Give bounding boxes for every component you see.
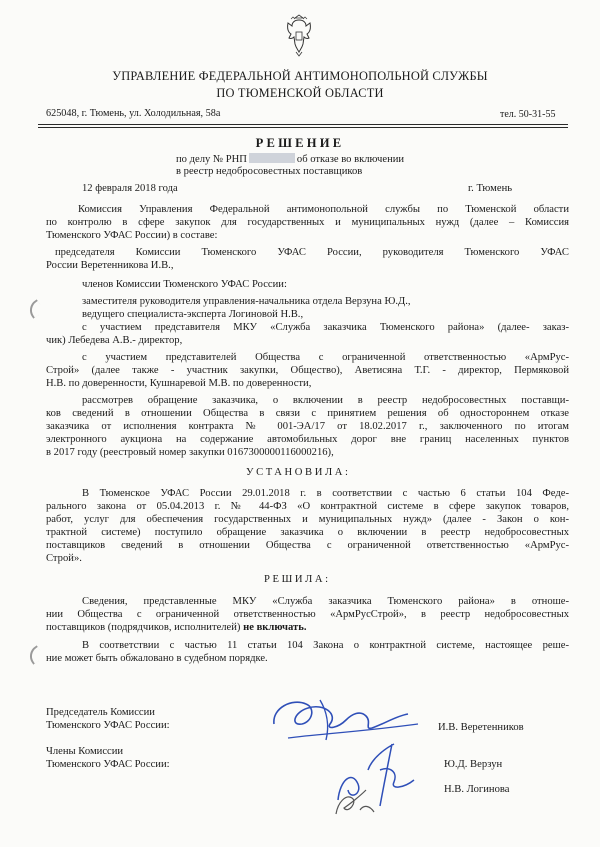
chair-label-line2: Тюменского УФАС России: bbox=[46, 720, 170, 731]
body-p1-line1: Комиссия Управления Федеральной антимонопольной службы по Тюменской области bbox=[78, 204, 569, 215]
header-rule-bottom bbox=[38, 127, 568, 128]
chair-name: И.В. Веретенников bbox=[438, 722, 524, 733]
body-p6-line2: чик) Лебедева А.В.- директор, bbox=[46, 335, 183, 346]
org-name-line2: ПО ТЮМЕНСКОЙ ОБЛАСТИ bbox=[216, 86, 384, 100]
body-p8-line4: электронного аукциона на содержание автомобильных дорог вне границ населенных пунктов bbox=[46, 434, 569, 445]
reshila-line1: Сведения, представленные МКУ «Служба заказчика Тюменского района» в отноше- bbox=[82, 596, 569, 607]
body-p8-line5: в 2017 году (реестровый номер закупки 0167300000116000216), bbox=[46, 447, 334, 458]
ustanovila-line2: рального закона от 05.04.2013 г. № 44-ФЗ «О контрактной системе в сфере закупок товаров, bbox=[46, 501, 569, 512]
body-p2-line1: председателя Комиссии Тюменского УФАС России, руководителя Тюменского УФАС bbox=[55, 247, 569, 258]
reshila-line2: нии Общества с ограниченной ответственностью «АрмРусСтрой», в реестр недобросовестных bbox=[46, 609, 569, 620]
reshila-line3-text: поставщиков (подрядчиков, исполнителей) bbox=[46, 622, 241, 633]
org-name-line1: УПРАВЛЕНИЕ ФЕДЕРАЛЬНОЙ АНТИМОНОПОЛЬНОЙ СЛУЖБЫ bbox=[112, 69, 488, 83]
org-phone: тел. 50-31-55 bbox=[500, 109, 556, 120]
redacted-case-number bbox=[249, 153, 295, 163]
ustanovila-line3: работ, услуг для обеспечения государственных и муниципальных нужд» (далее - Закон о кон- bbox=[46, 514, 569, 525]
appeal-line2: ние может быть обжаловано в судебном порядке. bbox=[46, 653, 268, 664]
case-number-line bbox=[176, 153, 404, 167]
ustanovila-line1: В Тюменское УФАС России 29.01.2018 г. в соответствии с частью 6 статьи 104 Феде- bbox=[82, 488, 569, 499]
body-p4: заместителя руководителя управления-начальника отдела Верзуна Ю.Д., bbox=[82, 296, 411, 307]
case-prefix: по делу № РНП bbox=[176, 154, 247, 165]
body-p3: членов Комиссии Тюменского УФАС России: bbox=[82, 279, 287, 290]
section-heading-reshila: РЕШИЛА: bbox=[264, 574, 331, 585]
binder-hole-mark-bottom bbox=[25, 645, 44, 664]
body-p7-line3: Н.В. по доверенности, Кушнаревой М.В. по доверенности, bbox=[46, 378, 312, 389]
ustanovila-line5: поставщиков сведений в отношении Общества с ограниченной ответственностью «АрмРус- bbox=[46, 540, 569, 551]
body-p8-line1: рассмотрев обращение заказчика, о включении в реестр недобросовестных поставщи- bbox=[82, 395, 569, 406]
chair-label-line1: Председатель Комиссии bbox=[46, 707, 155, 718]
decision-city: г. Тюмень bbox=[468, 183, 513, 194]
body-p1-line3: Тюменского УФАС России) в составе: bbox=[46, 230, 218, 241]
body-p8-line2: ков сведений в отношении Общества в связи с принятием решения об одностороннем отказе bbox=[46, 408, 569, 419]
binder-hole-mark-top bbox=[25, 299, 44, 318]
members-label-line1: Члены Комиссии bbox=[46, 746, 124, 757]
header-rule-top bbox=[38, 124, 568, 125]
body-p1-line2: по контролю в сфере закупок для государственных и муниципальных нужд (далее – Комиссия bbox=[46, 217, 569, 228]
appeal-line1: В соответствии с частью 11 статьи 104 Закона о контрактной системе, настоящее реше- bbox=[82, 640, 569, 651]
body-p5: ведущего специалиста-эксперта Логиновой Н.В., bbox=[82, 309, 304, 320]
ustanovila-line6: Строй». bbox=[46, 553, 82, 564]
document-title: РЕШЕНИЕ bbox=[255, 136, 345, 150]
member1-name: Ю.Д. Верзун bbox=[444, 759, 503, 770]
body-p7-line1: с участием представителей Общества с ограниченной ответственностью «АрмРус- bbox=[82, 352, 569, 363]
body-p7-line2: Строй» (далее также - участник закупки, Общество), Аветисяна Т.Г. - директор, Пермяковой bbox=[46, 365, 569, 376]
reshila-decision-bold: не включать. bbox=[243, 622, 307, 633]
reshila-line3 bbox=[46, 622, 307, 635]
body-p6-line1: с участием представителя МКУ «Служба заказчика Тюменского района» (далее- заказ- bbox=[82, 322, 569, 333]
case-suffix: об отказе во включении bbox=[296, 154, 405, 165]
org-address: 625048, г. Тюмень, ул. Холодильная, 58а bbox=[46, 108, 221, 119]
body-p8-line3: заказчика от исполнения контракта № 001-ЭА/17 от 18.02.2017 г., заключенного по итогам bbox=[46, 421, 569, 432]
member2-name: Н.В. Логинова bbox=[444, 784, 510, 795]
body-p2-line2: России Веретенникова И.В., bbox=[46, 260, 174, 271]
member2-signature bbox=[330, 784, 380, 822]
members-label-line2: Тюменского УФАС России: bbox=[46, 759, 170, 770]
ustanovila-line4: трактной системе) поступило обращение заказчика о включении в реестр недобросовестных bbox=[46, 527, 569, 538]
section-heading-ustanovila: УСТАНОВИЛА: bbox=[246, 467, 351, 478]
coat-of-arms-emblem bbox=[282, 14, 316, 58]
title-line2: в реестр недобросовестных поставщиков bbox=[176, 166, 363, 177]
decision-date: 12 февраля 2018 года bbox=[82, 183, 178, 194]
